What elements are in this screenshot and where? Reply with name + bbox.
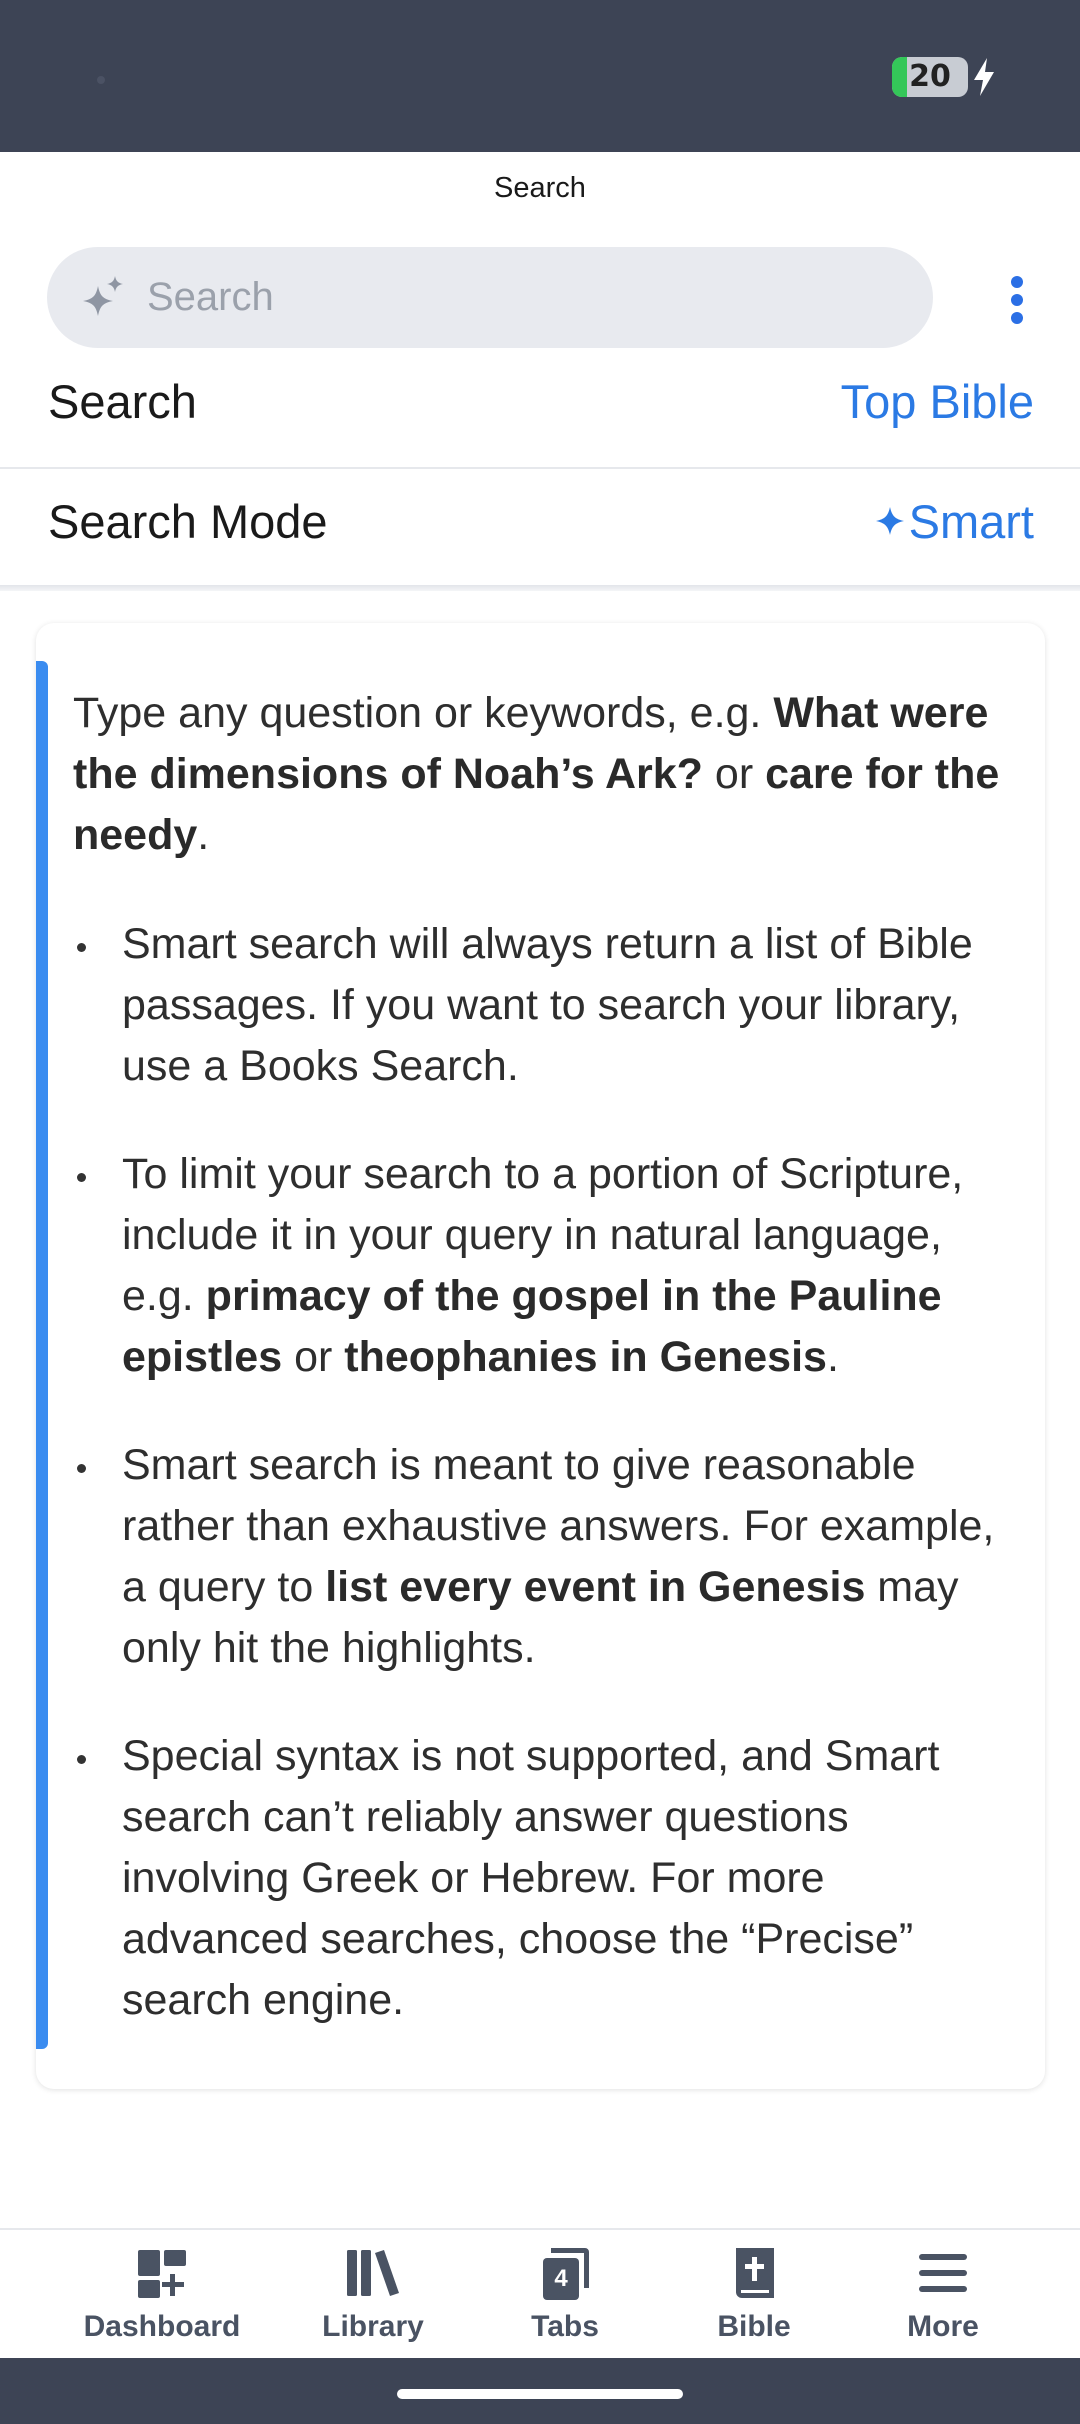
page-title: Search <box>494 172 586 204</box>
system-nav-bar <box>0 2358 1080 2424</box>
tab-library[interactable] <box>278 2230 468 2360</box>
kebab-dot-icon <box>1011 276 1023 288</box>
search-scope-value[interactable]: Top Bible <box>840 375 1034 428</box>
bible-icon <box>724 2244 784 2304</box>
tips-list <box>73 914 1023 2031</box>
example-query: list every event in Genesis <box>325 1563 866 1611</box>
tip-text: Smart search will always return a list of Bible passages. If you want to search your library, use a Books Search. <box>122 920 973 1090</box>
tip-text: Special syntax is not supported, and Smart search can’t reliably answer questions involving Greek or Hebrew. For more advanced searches, choose the “Precise” search engine. <box>122 1732 940 2024</box>
search-scope-label: Search <box>48 375 197 428</box>
example-query: What were the dimensions of Noah’s Ark? <box>73 689 989 798</box>
tab-bible[interactable] <box>659 2230 849 2360</box>
tab-label: Tabs <box>531 2310 599 2343</box>
sparkle-icon <box>875 506 905 536</box>
tab-more[interactable] <box>848 2230 1038 2360</box>
search-mode-text: Smart <box>908 495 1034 548</box>
intro-text: Type any question or keywords, e.g. <box>73 689 774 737</box>
list-item <box>73 1726 1023 2031</box>
dashboard-icon <box>132 2244 192 2304</box>
kebab-dot-icon <box>1011 312 1023 324</box>
battery-indicator <box>892 57 968 97</box>
camera-dot <box>97 76 105 84</box>
menu-icon <box>913 2244 973 2304</box>
intro-text: or <box>702 750 766 798</box>
charging-bolt-icon <box>970 56 998 98</box>
tip-text: may only hit the highlights. <box>122 1563 959 1672</box>
tab-label: Bible <box>717 2310 791 2343</box>
home-indicator[interactable] <box>397 2389 683 2399</box>
example-query: care for the needy <box>73 750 1000 859</box>
tab-tabs[interactable] <box>470 2230 660 2360</box>
list-item <box>73 1435 1023 1679</box>
tip-text: Smart search is meant to give reasonable rather than exhaustive answers. For example, a query to <box>122 1441 995 1611</box>
tip-text: . <box>826 1333 839 1381</box>
tab-label: Library <box>322 2310 424 2343</box>
smart-search-help-card <box>36 623 1045 2089</box>
battery-level: 20 <box>909 59 951 94</box>
tip-text: or <box>282 1333 345 1381</box>
divider <box>0 467 1080 469</box>
example-query: primacy of the gospel in the Pauline epistles <box>122 1272 942 1381</box>
status-bar <box>0 0 1080 152</box>
tab-label: Dashboard <box>83 2310 241 2343</box>
search-input[interactable] <box>147 247 907 348</box>
tabs-count-badge: 4 <box>554 2265 568 2292</box>
search-mode-value[interactable] <box>875 494 1034 549</box>
list-item <box>73 1144 1023 1388</box>
tab-dashboard[interactable] <box>67 2230 257 2360</box>
card-accent-bar <box>36 661 48 2049</box>
bottom-tab-bar <box>0 2228 1080 2358</box>
kebab-dot-icon <box>1011 294 1023 306</box>
tab-label: More <box>907 2310 979 2343</box>
tip-text: To limit your search to a portion of Scripture, include it in your query in natural language, e.g. <box>122 1150 964 1320</box>
sparkle-icon <box>81 274 127 320</box>
intro-paragraph <box>73 683 1023 866</box>
example-query: theophanies in Genesis <box>344 1333 827 1381</box>
search-mode-label: Search Mode <box>48 495 328 548</box>
list-item <box>73 914 1023 1097</box>
search-box[interactable] <box>47 247 933 348</box>
library-icon <box>343 2244 403 2304</box>
section-divider <box>0 585 1080 591</box>
more-options-button[interactable] <box>997 270 1037 330</box>
intro-text: . <box>197 811 210 859</box>
